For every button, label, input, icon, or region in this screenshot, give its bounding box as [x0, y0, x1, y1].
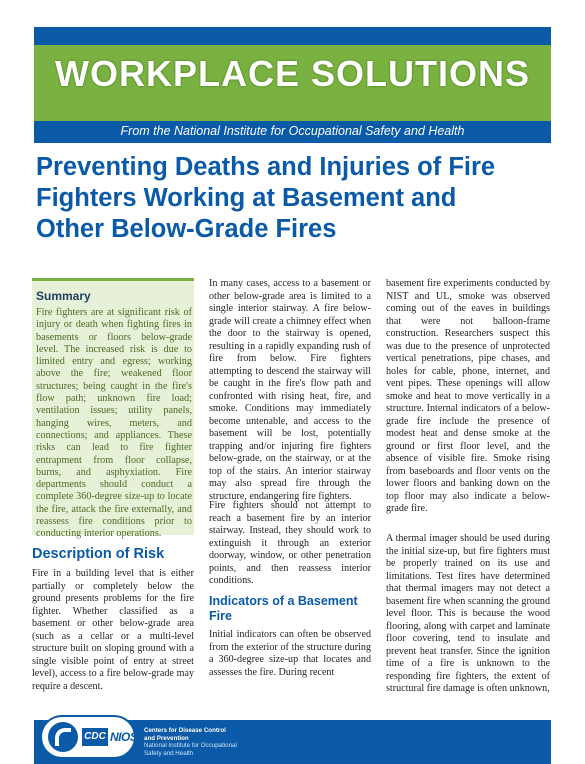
footer-agency-text [144, 727, 237, 757]
page-title [36, 152, 556, 245]
footer-line-4: Safety and Health [144, 749, 194, 757]
footer-line-1: Centers for Disease Control [144, 727, 226, 734]
description-heading: Description of Risk [32, 546, 165, 562]
subtitle-bar [34, 121, 551, 143]
column-2-paragraph-1: In many cases, access to a basement or other below-grade area is limited to a single interior stairway. A fire below-grade will create a chimney effect when the door to the stairway is opened, resulting in a rapidly expanding rush of fire from below. Fire fighters attempting to descend the stairway will be caught in the fire's flow path and confronted with rising heat, fire, and smoke. Conditions may immediately become untenable, and access to the basement will be lost, potentially trapping and/or injuring fire fighters below-grade, on the stairway, or at the top of the stairs. An interior stairway may also spread fire through the structure, endangering fire fighters. [209, 278, 371, 502]
column-3-paragraph-2: A thermal imager should be used during the initial size-up, but fire fighters must be properly trained on its use and limitations. Test fires have determined that thermal imagers may not detect a basement fire when scanning the ground level floor. This is because the wood flooring, along with carpet and laminate floor covering, tend to insulate and prevent heat transfer. Since the ignition time of a fire is unknown to the responding fire fighters, the extent of structural fire damage is often unknown, [386, 533, 550, 694]
indicators-heading: Indicators of a Basement Fire [209, 594, 358, 623]
cdc-logo: CDC [82, 728, 108, 746]
footer-line-3: National Institute for Occupational [144, 742, 237, 750]
page-title-line-1: Preventing Deaths and Injuries of Fire [36, 153, 496, 181]
niosh-logo: NIOSH [110, 730, 146, 744]
page-title-line-3: Other Below-Grade Fires [36, 215, 337, 243]
summary-heading: Summary [36, 289, 91, 303]
footer-line-2: and Prevention [144, 734, 189, 742]
masthead-title: WORKPLACE SOLUTIONS [55, 53, 530, 94]
top-blue-bar [34, 27, 551, 45]
column-2-paragraph-3: Initial indicators can often be observed from the exterior of the structure during a 360-degree size-up that locates and assesses the fire. During recent [209, 629, 371, 678]
summary-text: Fire fighters are at significant risk of injury or death when fighting fires in basements or floors below-grade level. The increased risk is due to limited entry and egress; working above the fire; weakened floor structures; being caught in the fire's flow path; unknown fire load; ventilation issues; utility panels, hanging wires, meters, and connections; and appliances. These risks can lead to fire fighter entrapment from floor collapse, burns, and asphyxiation. Fire departments should conduct a complete 360-degree size-up to locate the fire, attack the fire externally, and reassess fire conditions prior to conducting interior operations. [36, 307, 192, 540]
description-paragraph: Fire in a building level that is either partially or completely below the ground presents problems for the fire fighter. Whether classified as a basement or other below-grade area (such as a cellar or a multi-level structure built on sloping ground with a single visible point of entry at street level), access to a fire below-grade may require a descent. [32, 568, 194, 692]
masthead-subtitle: From the National Institute for Occupational Safety and Health [120, 124, 465, 138]
column-3-paragraph-1: basement fire experiments conducted by NIST and UL, smoke was observed coming out of the eaves in buildings that were not balloon-frame construction. Researchers suspect this was due to the presence of unprotected vertical penetrations, pipe chases, and holes for cable, phone, internet, and vent pipes. These openings will allow smoke and heat to move vertically in a structure. Internal indicators of a below-grade fire include the presence of modest heat and dense smoke at the ground or first floor level, and the absence of visible fire. Smoke rising from baseboards and floor vents on the lower floors and banking down on the top floor may also indicate a below-grade fire. [386, 278, 550, 514]
seal-eagle-mark [55, 728, 71, 746]
column-2-paragraph-2: Fire fighters should not attempt to reach a basement fire by an interior stairway. Instead, they should work to extinguish it through an exterior doorway, window, or other penetration points, and then reassess interior conditions. [209, 500, 371, 586]
summary-box [32, 278, 194, 540]
hhs-seal-icon [48, 722, 78, 752]
page-title-line-2: Fighters Working at Basement and [36, 184, 457, 212]
agency-logo [40, 715, 146, 759]
footer-band [34, 720, 551, 764]
